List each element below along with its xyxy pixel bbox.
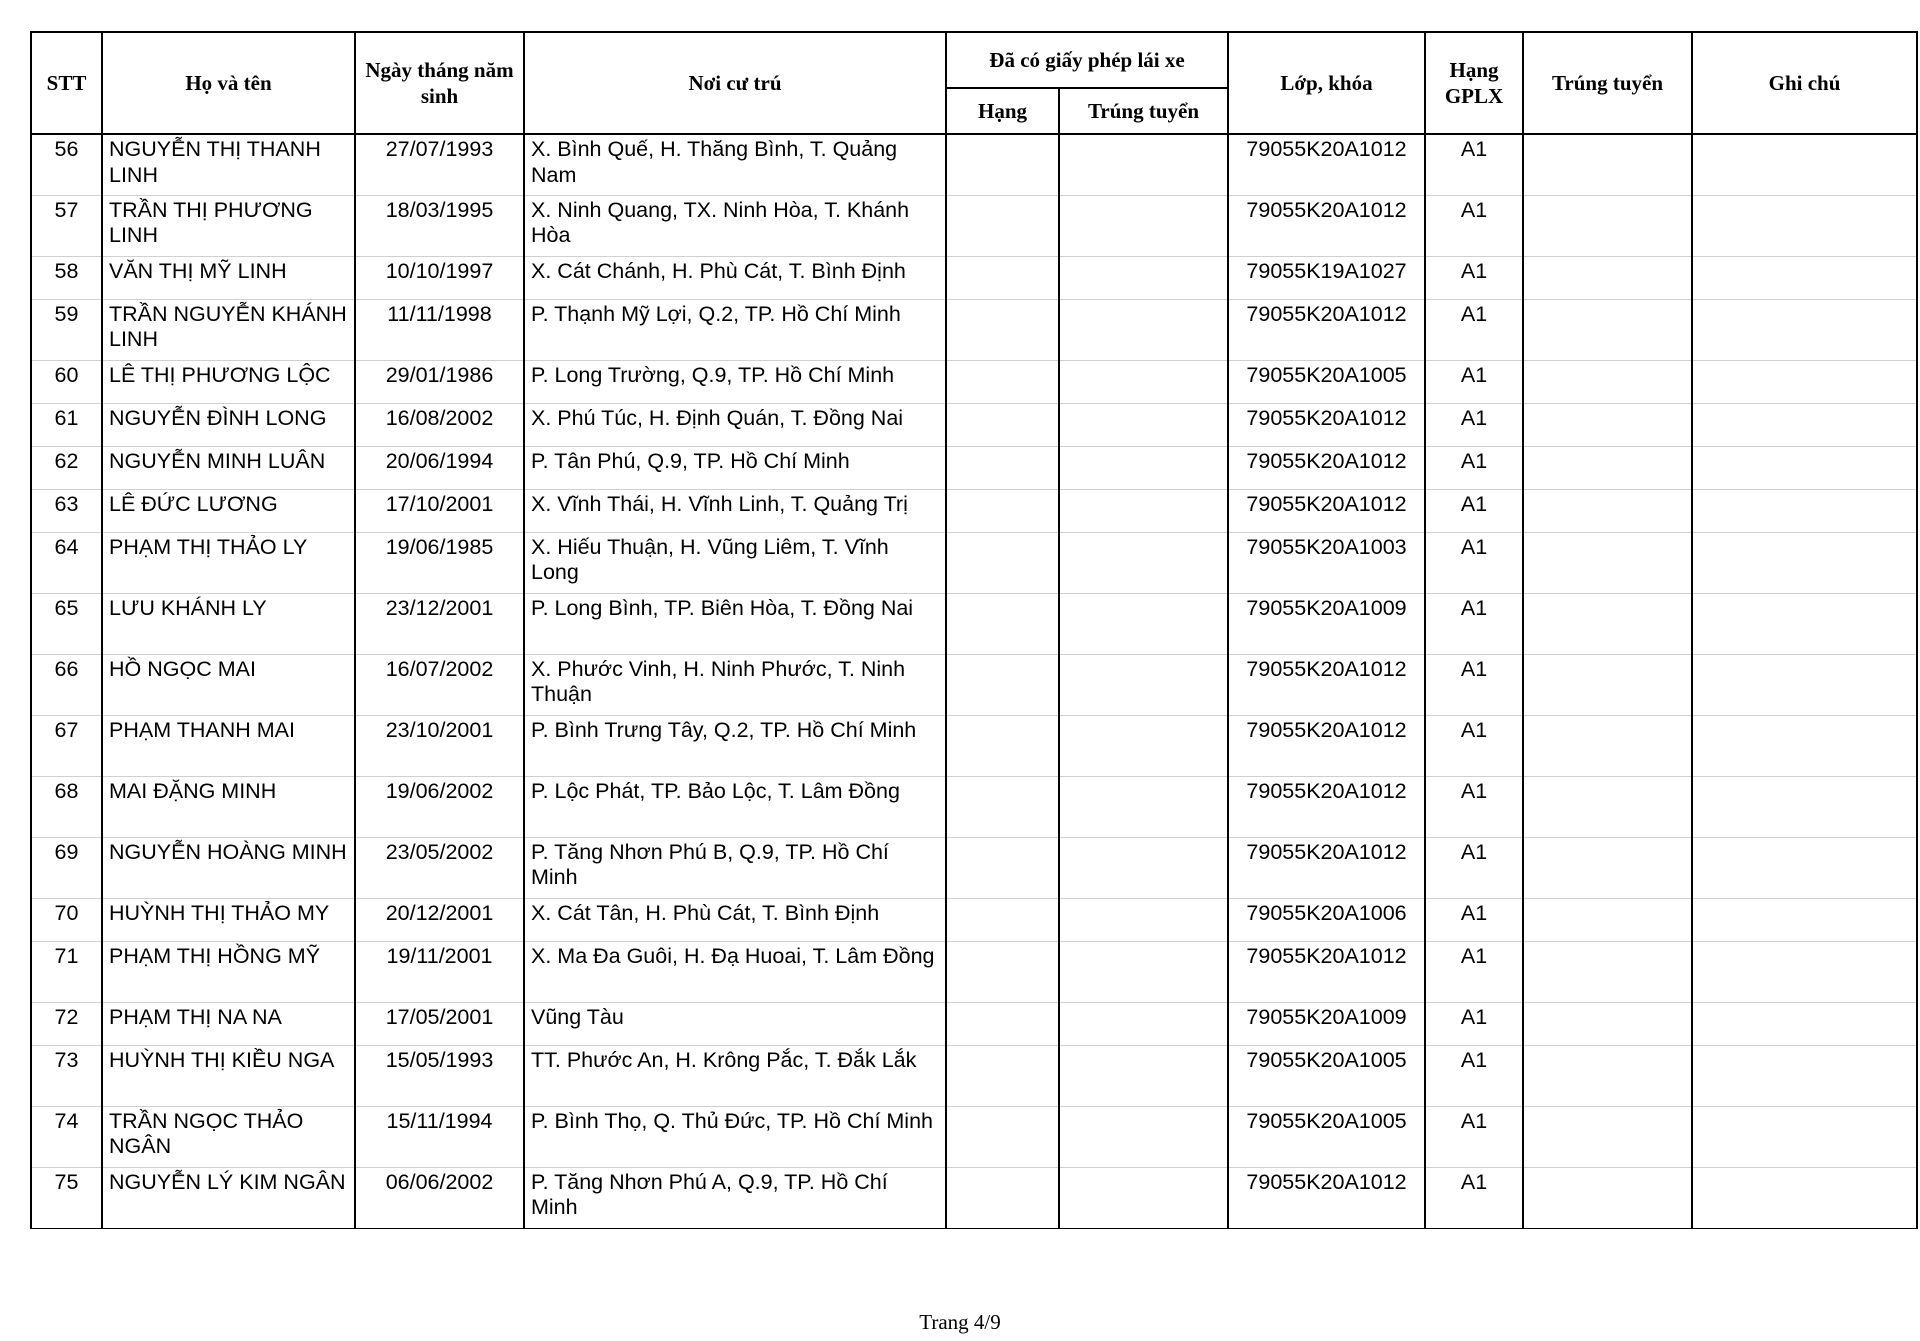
cell-address: P. Tăng Nhơn Phú B, Q.9, TP. Hồ Chí Minh [524, 837, 946, 898]
cell-trung-tuyen [1523, 403, 1692, 446]
cell-trung-tuyen-sub [1059, 532, 1228, 593]
cell-trung-tuyen [1523, 1106, 1692, 1167]
cell-license: A1 [1425, 837, 1523, 898]
cell-address: P. Tăng Nhơn Phú A, Q.9, TP. Hồ Chí Minh [524, 1167, 946, 1228]
cell-address: P. Thạnh Mỹ Lợi, Q.2, TP. Hồ Chí Minh [524, 299, 946, 360]
cell-stt: 57 [31, 195, 102, 256]
cell-trung-tuyen-sub [1059, 654, 1228, 715]
table-row [31, 446, 1917, 489]
table-row [31, 776, 1917, 837]
cell-address: X. Cát Chánh, H. Phù Cát, T. Bình Định [524, 256, 946, 299]
cell-ghi-chu [1692, 837, 1917, 898]
header-trung-tuyen: Trúng tuyển [1523, 32, 1692, 134]
cell-ghi-chu [1692, 1106, 1917, 1167]
cell-dob: 17/05/2001 [355, 1002, 524, 1045]
header-stt: STT [31, 32, 102, 134]
cell-trung-tuyen-sub [1059, 1106, 1228, 1167]
cell-name: PHẠM THỊ HỒNG MỸ [102, 941, 355, 1002]
cell-trung-tuyen [1523, 941, 1692, 1002]
cell-license: A1 [1425, 360, 1523, 403]
table-row [31, 1002, 1917, 1045]
cell-trung-tuyen-sub [1059, 715, 1228, 776]
table-row [31, 654, 1917, 715]
cell-ghi-chu [1692, 299, 1917, 360]
cell-trung-tuyen [1523, 446, 1692, 489]
cell-class: 79055K20A1012 [1228, 134, 1425, 195]
cell-hang [946, 195, 1059, 256]
cell-trung-tuyen [1523, 1045, 1692, 1106]
cell-trung-tuyen-sub [1059, 1002, 1228, 1045]
cell-address: X. Hiếu Thuận, H. Vũng Liêm, T. Vĩnh Long [524, 532, 946, 593]
cell-trung-tuyen [1523, 593, 1692, 654]
cell-hang [946, 299, 1059, 360]
cell-license: A1 [1425, 1167, 1523, 1228]
cell-license: A1 [1425, 941, 1523, 1002]
cell-name: NGUYỄN LÝ KIM NGÂN [102, 1167, 355, 1228]
cell-ghi-chu [1692, 195, 1917, 256]
cell-hang [946, 654, 1059, 715]
cell-hang [946, 360, 1059, 403]
cell-license: A1 [1425, 776, 1523, 837]
header-ho-ten: Họ và tên [102, 32, 355, 134]
cell-name: HUỲNH THỊ KIỀU NGA [102, 1045, 355, 1106]
cell-license: A1 [1425, 489, 1523, 532]
cell-trung-tuyen [1523, 532, 1692, 593]
cell-trung-tuyen [1523, 134, 1692, 195]
cell-stt: 67 [31, 715, 102, 776]
table-row [31, 593, 1917, 654]
cell-ghi-chu [1692, 403, 1917, 446]
cell-ghi-chu [1692, 1045, 1917, 1106]
cell-class: 79055K20A1012 [1228, 941, 1425, 1002]
cell-trung-tuyen [1523, 489, 1692, 532]
cell-stt: 70 [31, 898, 102, 941]
cell-name: NGUYỄN THỊ THANH LINH [102, 134, 355, 195]
cell-trung-tuyen [1523, 299, 1692, 360]
cell-class: 79055K19A1027 [1228, 256, 1425, 299]
cell-class: 79055K20A1012 [1228, 195, 1425, 256]
cell-trung-tuyen-sub [1059, 489, 1228, 532]
cell-license: A1 [1425, 195, 1523, 256]
cell-name: PHẠM THỊ NA NA [102, 1002, 355, 1045]
cell-ghi-chu [1692, 1002, 1917, 1045]
header-ghi-chu: Ghi chú [1692, 32, 1917, 134]
cell-dob: 06/06/2002 [355, 1167, 524, 1228]
cell-license: A1 [1425, 134, 1523, 195]
cell-name: NGUYỄN MINH LUÂN [102, 446, 355, 489]
table-row [31, 256, 1917, 299]
cell-trung-tuyen [1523, 360, 1692, 403]
cell-trung-tuyen [1523, 776, 1692, 837]
cell-license: A1 [1425, 403, 1523, 446]
table-row [31, 715, 1917, 776]
cell-dob: 15/05/1993 [355, 1045, 524, 1106]
cell-trung-tuyen-sub [1059, 776, 1228, 837]
cell-address: P. Long Bình, TP. Biên Hòa, T. Đồng Nai [524, 593, 946, 654]
cell-address: TT. Phước An, H. Krông Pắc, T. Đắk Lắk [524, 1045, 946, 1106]
cell-trung-tuyen-sub [1059, 446, 1228, 489]
cell-dob: 19/11/2001 [355, 941, 524, 1002]
cell-class: 79055K20A1012 [1228, 1167, 1425, 1228]
cell-dob: 17/10/2001 [355, 489, 524, 532]
cell-ghi-chu [1692, 134, 1917, 195]
cell-trung-tuyen-sub [1059, 299, 1228, 360]
cell-trung-tuyen-sub [1059, 1167, 1228, 1228]
cell-license: A1 [1425, 1106, 1523, 1167]
cell-hang [946, 776, 1059, 837]
cell-stt: 69 [31, 837, 102, 898]
cell-license: A1 [1425, 715, 1523, 776]
table-header [31, 32, 1917, 134]
cell-address: P. Bình Trưng Tây, Q.2, TP. Hồ Chí Minh [524, 715, 946, 776]
table-row [31, 1167, 1917, 1228]
cell-hang [946, 403, 1059, 446]
cell-name: HỒ NGỌC MAI [102, 654, 355, 715]
cell-hang [946, 941, 1059, 1002]
table-row [31, 1045, 1917, 1106]
cell-trung-tuyen-sub [1059, 134, 1228, 195]
cell-stt: 64 [31, 532, 102, 593]
cell-trung-tuyen-sub [1059, 898, 1228, 941]
cell-address: X. Phước Vinh, H. Ninh Phước, T. Ninh Thuận [524, 654, 946, 715]
cell-class: 79055K20A1012 [1228, 654, 1425, 715]
cell-dob: 10/10/1997 [355, 256, 524, 299]
cell-stt: 66 [31, 654, 102, 715]
cell-dob: 19/06/1985 [355, 532, 524, 593]
cell-hang [946, 1106, 1059, 1167]
cell-dob: 16/07/2002 [355, 654, 524, 715]
table-body [31, 134, 1917, 1228]
cell-ghi-chu [1692, 593, 1917, 654]
cell-address: P. Bình Thọ, Q. Thủ Đức, TP. Hồ Chí Minh [524, 1106, 946, 1167]
cell-license: A1 [1425, 898, 1523, 941]
table-row [31, 134, 1917, 195]
table-row [31, 941, 1917, 1002]
cell-name: NGUYỄN ĐÌNH LONG [102, 403, 355, 446]
cell-hang [946, 1167, 1059, 1228]
cell-hang [946, 532, 1059, 593]
cell-hang [946, 256, 1059, 299]
cell-hang [946, 1045, 1059, 1106]
cell-hang [946, 446, 1059, 489]
cell-trung-tuyen-sub [1059, 256, 1228, 299]
cell-address: P. Long Trường, Q.9, TP. Hồ Chí Minh [524, 360, 946, 403]
cell-trung-tuyen [1523, 898, 1692, 941]
table-row [31, 898, 1917, 941]
cell-license: A1 [1425, 593, 1523, 654]
cell-stt: 73 [31, 1045, 102, 1106]
cell-stt: 59 [31, 299, 102, 360]
cell-name: VĂN THỊ MỸ LINH [102, 256, 355, 299]
cell-ghi-chu [1692, 489, 1917, 532]
cell-name: NGUYỄN HOÀNG MINH [102, 837, 355, 898]
cell-trung-tuyen-sub [1059, 195, 1228, 256]
cell-trung-tuyen-sub [1059, 360, 1228, 403]
cell-address: X. Ninh Quang, TX. Ninh Hòa, T. Khánh Hòa [524, 195, 946, 256]
cell-dob: 20/06/1994 [355, 446, 524, 489]
table-row [31, 403, 1917, 446]
cell-dob: 29/01/1986 [355, 360, 524, 403]
cell-class: 79055K20A1012 [1228, 446, 1425, 489]
table-row [31, 360, 1917, 403]
cell-license: A1 [1425, 532, 1523, 593]
table-row [31, 489, 1917, 532]
cell-ghi-chu [1692, 446, 1917, 489]
cell-class: 79055K20A1012 [1228, 403, 1425, 446]
cell-trung-tuyen [1523, 256, 1692, 299]
cell-address: X. Phú Túc, H. Định Quán, T. Đồng Nai [524, 403, 946, 446]
table-row [31, 532, 1917, 593]
header-hang-gplx: Hạng GPLX [1425, 32, 1523, 134]
cell-class: 79055K20A1005 [1228, 1106, 1425, 1167]
cell-license: A1 [1425, 654, 1523, 715]
cell-class: 79055K20A1012 [1228, 776, 1425, 837]
cell-hang [946, 898, 1059, 941]
cell-trung-tuyen-sub [1059, 941, 1228, 1002]
cell-ghi-chu [1692, 776, 1917, 837]
cell-stt: 61 [31, 403, 102, 446]
cell-hang [946, 715, 1059, 776]
cell-license: A1 [1425, 446, 1523, 489]
cell-hang [946, 1002, 1059, 1045]
cell-name: LÊ ĐỨC LƯƠNG [102, 489, 355, 532]
candidate-table [30, 31, 1918, 1229]
cell-ghi-chu [1692, 532, 1917, 593]
cell-hang [946, 593, 1059, 654]
cell-stt: 74 [31, 1106, 102, 1167]
header-lop-khoa: Lớp, khóa [1228, 32, 1425, 134]
cell-name: PHẠM THANH MAI [102, 715, 355, 776]
cell-hang [946, 489, 1059, 532]
cell-name: LÊ THỊ PHƯƠNG LỘC [102, 360, 355, 403]
cell-license: A1 [1425, 299, 1523, 360]
cell-ghi-chu [1692, 941, 1917, 1002]
cell-trung-tuyen-sub [1059, 403, 1228, 446]
cell-dob: 19/06/2002 [355, 776, 524, 837]
table-row [31, 195, 1917, 256]
header-ngay-sinh: Ngày tháng năm sinh [355, 32, 524, 134]
cell-stt: 65 [31, 593, 102, 654]
cell-address: X. Bình Quế, H. Thăng Bình, T. Quảng Nam [524, 134, 946, 195]
cell-class: 79055K20A1012 [1228, 837, 1425, 898]
cell-hang [946, 837, 1059, 898]
cell-class: 79055K20A1009 [1228, 593, 1425, 654]
cell-class: 79055K20A1005 [1228, 1045, 1425, 1106]
cell-class: 79055K20A1009 [1228, 1002, 1425, 1045]
cell-ghi-chu [1692, 360, 1917, 403]
cell-stt: 72 [31, 1002, 102, 1045]
cell-name: TRẦN NGỌC THẢO NGÂN [102, 1106, 355, 1167]
cell-ghi-chu [1692, 654, 1917, 715]
cell-name: TRẦN NGUYỄN KHÁNH LINH [102, 299, 355, 360]
table-row [31, 1106, 1917, 1167]
cell-license: A1 [1425, 256, 1523, 299]
cell-trung-tuyen [1523, 654, 1692, 715]
cell-stt: 56 [31, 134, 102, 195]
cell-ghi-chu [1692, 898, 1917, 941]
cell-name: LƯU KHÁNH LY [102, 593, 355, 654]
cell-dob: 23/12/2001 [355, 593, 524, 654]
cell-stt: 60 [31, 360, 102, 403]
table-row [31, 299, 1917, 360]
cell-dob: 15/11/1994 [355, 1106, 524, 1167]
cell-address: X. Ma Đa Guôi, H. Đạ Huoai, T. Lâm Đồng [524, 941, 946, 1002]
cell-address: Vũng Tàu [524, 1002, 946, 1045]
cell-address: P. Lộc Phát, TP. Bảo Lộc, T. Lâm Đồng [524, 776, 946, 837]
cell-stt: 58 [31, 256, 102, 299]
table-row [31, 837, 1917, 898]
header-hang: Hạng [946, 88, 1059, 134]
cell-class: 79055K20A1006 [1228, 898, 1425, 941]
cell-stt: 63 [31, 489, 102, 532]
cell-ghi-chu [1692, 256, 1917, 299]
cell-name: HUỲNH THỊ THẢO MY [102, 898, 355, 941]
cell-license: A1 [1425, 1002, 1523, 1045]
cell-trung-tuyen-sub [1059, 593, 1228, 654]
cell-trung-tuyen-sub [1059, 837, 1228, 898]
page-number: Trang 4/9 [919, 1310, 1001, 1334]
cell-name: PHẠM THỊ THẢO LY [102, 532, 355, 593]
cell-class: 79055K20A1012 [1228, 489, 1425, 532]
cell-dob: 23/05/2002 [355, 837, 524, 898]
header-noi-cu-tru: Nơi cư trú [524, 32, 946, 134]
cell-ghi-chu [1692, 715, 1917, 776]
cell-class: 79055K20A1003 [1228, 532, 1425, 593]
cell-dob: 20/12/2001 [355, 898, 524, 941]
cell-stt: 75 [31, 1167, 102, 1228]
header-da-co-gplx: Đã có giấy phép lái xe [946, 32, 1228, 88]
cell-stt: 71 [31, 941, 102, 1002]
cell-stt: 68 [31, 776, 102, 837]
cell-trung-tuyen-sub [1059, 1045, 1228, 1106]
cell-trung-tuyen [1523, 837, 1692, 898]
header-trung-tuyen-sub: Trúng tuyển [1059, 88, 1228, 134]
cell-dob: 18/03/1995 [355, 195, 524, 256]
cell-dob: 16/08/2002 [355, 403, 524, 446]
cell-address: X. Vĩnh Thái, H. Vĩnh Linh, T. Quảng Trị [524, 489, 946, 532]
cell-dob: 27/07/1993 [355, 134, 524, 195]
cell-trung-tuyen [1523, 1167, 1692, 1228]
cell-license: A1 [1425, 1045, 1523, 1106]
cell-ghi-chu [1692, 1167, 1917, 1228]
cell-trung-tuyen [1523, 1002, 1692, 1045]
cell-trung-tuyen [1523, 715, 1692, 776]
cell-dob: 23/10/2001 [355, 715, 524, 776]
cell-name: TRẦN THỊ PHƯƠNG LINH [102, 195, 355, 256]
cell-hang [946, 134, 1059, 195]
cell-class: 79055K20A1012 [1228, 299, 1425, 360]
cell-trung-tuyen [1523, 195, 1692, 256]
cell-address: X. Cát Tân, H. Phù Cát, T. Bình Định [524, 898, 946, 941]
cell-class: 79055K20A1005 [1228, 360, 1425, 403]
cell-dob: 11/11/1998 [355, 299, 524, 360]
cell-address: P. Tân Phú, Q.9, TP. Hồ Chí Minh [524, 446, 946, 489]
cell-stt: 62 [31, 446, 102, 489]
cell-class: 79055K20A1012 [1228, 715, 1425, 776]
cell-name: MAI ĐẶNG MINH [102, 776, 355, 837]
